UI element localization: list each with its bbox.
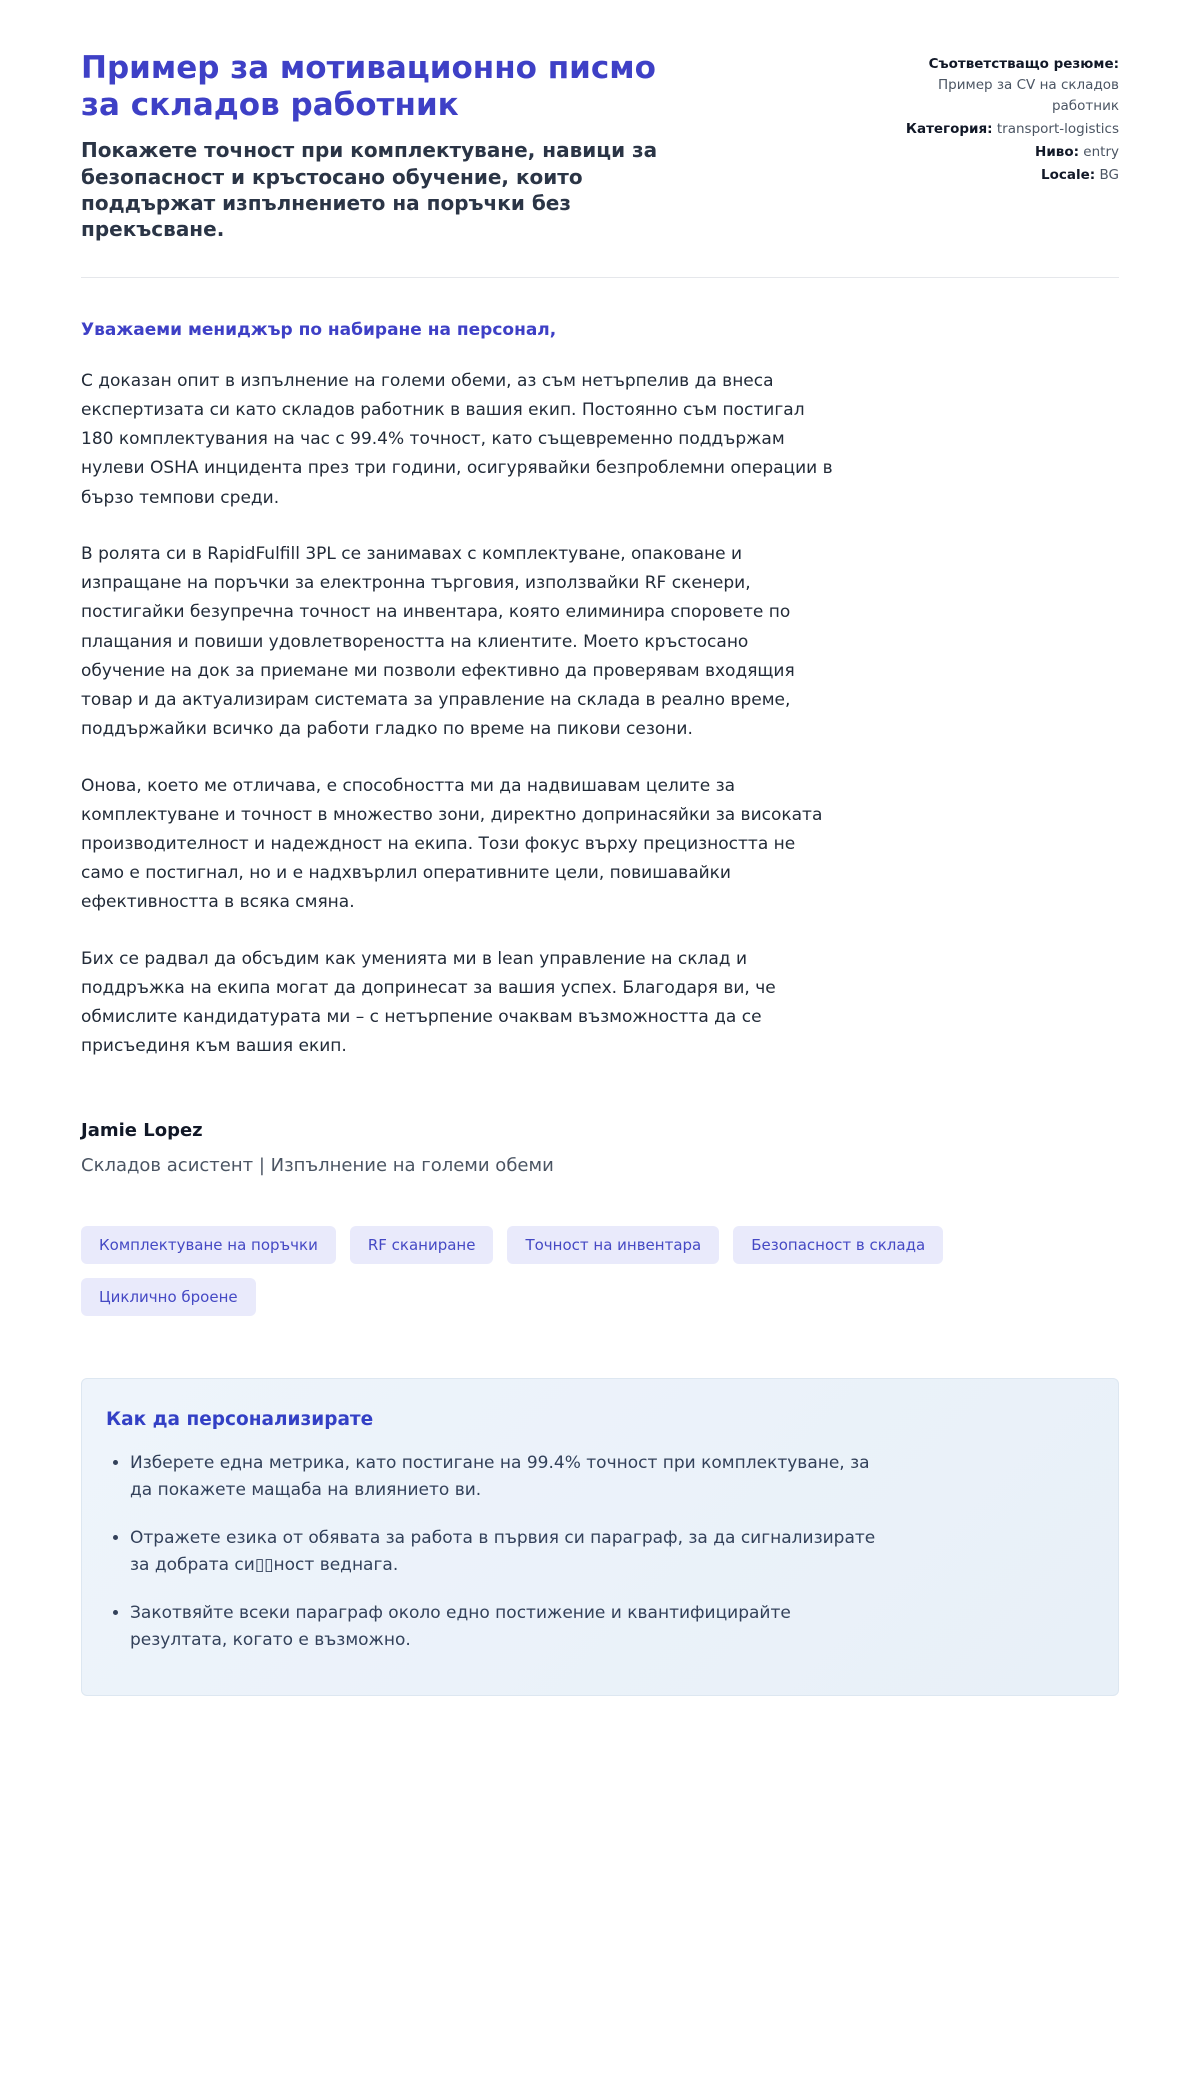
letter-paragraph: С доказан опит в изпълнение на големи обеми, аз съм нетърпелив да внеса експертизата си като складов работник в вашия екип. Постоянно съм постигал 180 комплектувания на час с 99.4% точност, като същевременно поддържам нулеви OSHA инцидента през три години, осигурявайки безпроблемни операции в бързо темпови среди.	[81, 370, 833, 508]
skill-tags	[81, 1226, 1081, 1316]
letter-paragraph: В ролята си в RapidFulfill 3PL се занимавах с комплектуване, опаковане и изпращане на поръчки за електронна търговия, използвайки RF скенери, постигайки безупречна точност на инвентара, която елиминира споровете по плащания и повиши удовлетвореността на клиентите. Моето кръстосано обучение на док за приемане ми позволи ефективно да проверявам входящия товар и да актуализирам системата за управление на склада в реално време, поддържайки всичко да работи гладко по време на пикови сезони.	[81, 543, 795, 740]
page-title: Пример за мотивационно писмо за складов работник	[81, 50, 656, 123]
meta-row	[887, 119, 1119, 140]
meta-row	[887, 142, 1119, 163]
meta-value: entry	[1083, 143, 1119, 160]
tips-list	[106, 1450, 1088, 1655]
meta-row	[887, 54, 1119, 117]
meta-value: transport-logistics	[996, 120, 1119, 137]
skill-tag-chip[interactable]: Точност на инвентара	[507, 1226, 719, 1264]
skill-tag-chip[interactable]: RF сканиране	[350, 1226, 494, 1264]
meta-label: Locale:	[1041, 166, 1096, 183]
skill-tag-chip[interactable]: Комплектуване на поръчки	[81, 1226, 336, 1264]
letter-paragraph: Онова, което ме отличава, е способността ми да надвишавам целите за комплектуване и точност в множество зони, директно допринасяйки за високата производителност и надеждност на екипа. Този фокус върху прецизността не само е постигнал, но и е надхвърлил оперативните цели, повишавайки ефективността в всяка смяна.	[81, 775, 823, 913]
skill-tag-chip[interactable]: Циклично броене	[81, 1278, 256, 1316]
tip-item: • Отражете езика от обявата за работа в първия си параграф, за да сигнализирате за добрата си▯▯ност веднага.	[130, 1525, 892, 1580]
meta-label: Ниво:	[1035, 143, 1079, 160]
meta-panel	[887, 50, 1119, 243]
page-subtitle: Покажете точност при комплектуване, навици за безопасност и кръстосано обучение, които поддържат изпълнението на поръчки без прекъсване.	[81, 138, 658, 242]
header-title-block	[81, 50, 721, 243]
signature-role: Складов асистент | Изпълнение на големи обеми	[81, 1154, 554, 1176]
meta-value: Пример за CV на складов работник	[938, 76, 1119, 114]
personalization-tips-box	[81, 1378, 1119, 1696]
signature-block	[81, 1120, 1119, 1176]
meta-label: Категория:	[905, 120, 993, 137]
letter-section	[81, 320, 1119, 1176]
meta-row	[887, 165, 1119, 186]
header-divider	[81, 277, 1119, 278]
meta-value: BG	[1099, 166, 1119, 183]
page-header	[81, 50, 1119, 243]
letter-body	[81, 367, 1119, 1062]
skill-tag-chip[interactable]: Безопасност в склада	[733, 1226, 943, 1264]
letter-paragraph: Бих се радвал да обсъдим как уменията ми в lean управление на склад и поддръжка на екипа могат да допринесат за вашия успех. Благодаря ви, че обмислите кандидатурата ми – с нетърпение очаквам възможността да се присъединя към вашия екип.	[81, 948, 776, 1057]
tip-item: • Изберете една метрика, като постигане на 99.4% точност при комплектуване, за да покажете мащаба на влиянието ви.	[130, 1450, 892, 1505]
tips-title: Как да персонализирате	[106, 1408, 374, 1430]
letter-greeting: Уважаеми мениджър по набиране на персонал,	[81, 319, 557, 340]
tip-item: • Закотвяйте всеки параграф около едно постижение и квантифицирайте резултата, когато е възможно.	[130, 1600, 892, 1655]
cover-letter-page	[81, 0, 1119, 1740]
meta-label: Съответстващо резюме:	[928, 56, 1119, 72]
signature-name: Jamie Lopez	[81, 1119, 203, 1141]
